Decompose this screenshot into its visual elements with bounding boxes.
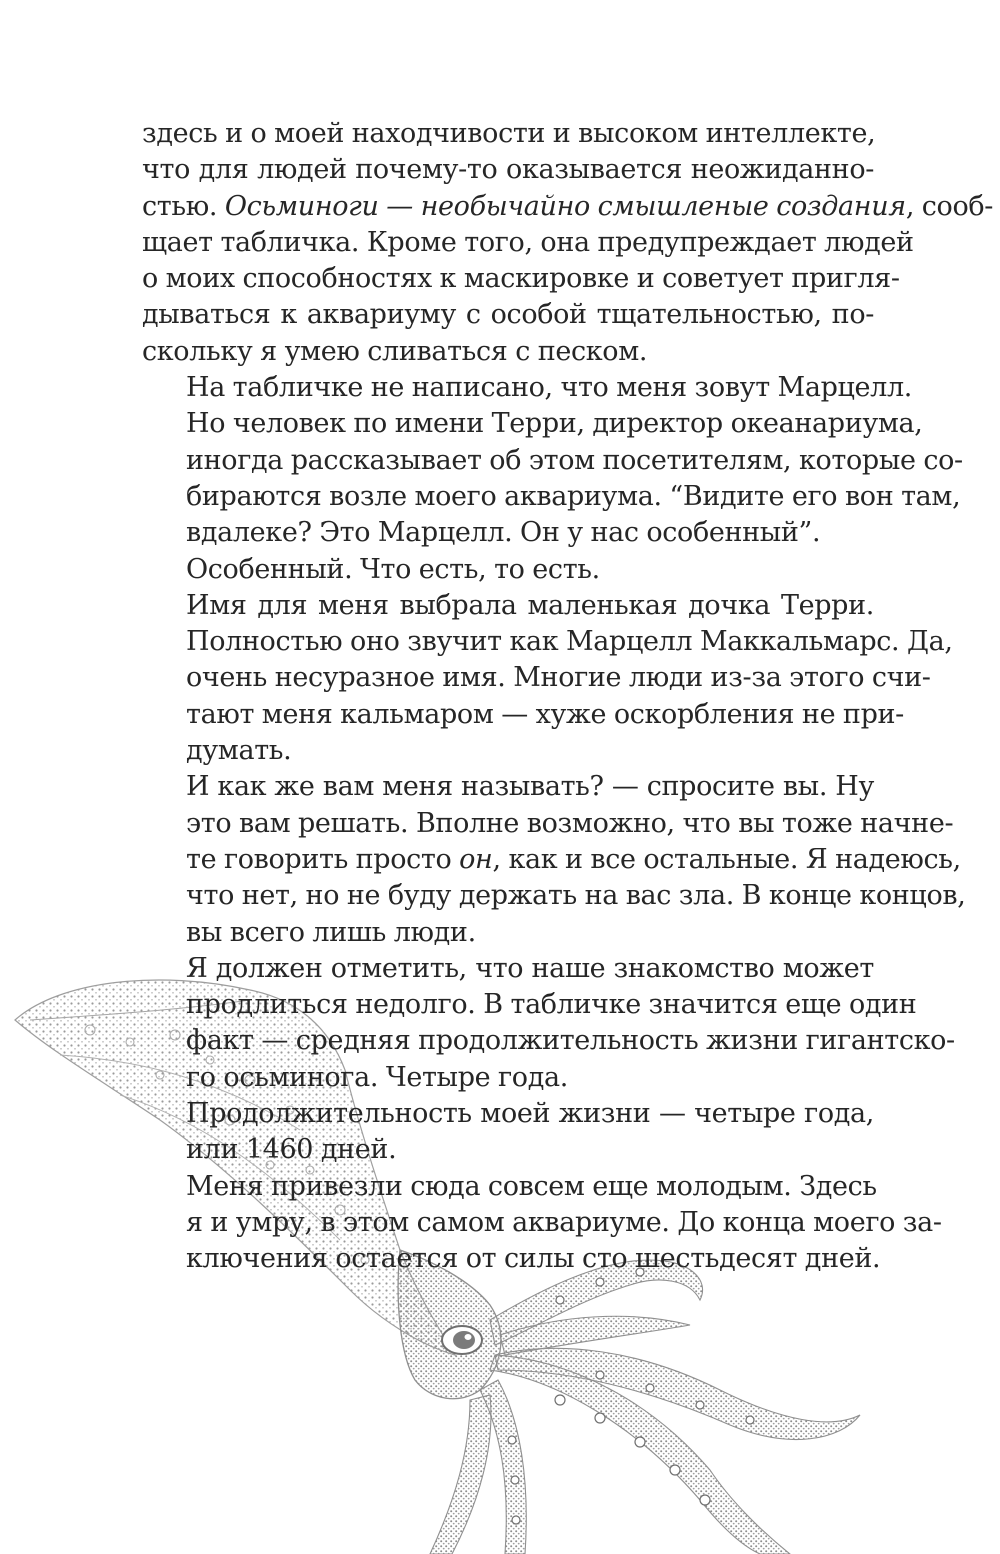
- text-segment: я и умру, в этом самом аквариуме. До конца моего за-: [186, 1206, 942, 1238]
- text-segment: стью.: [142, 190, 225, 222]
- text-segment: думать.: [186, 735, 292, 767]
- text-line: [142, 588, 874, 624]
- text-segment: иногда рассказывает об этом посетителям, которые со-: [186, 444, 963, 476]
- text-segment: о моих способностях к маскировке и советует пригля-: [142, 263, 900, 295]
- text-line: [142, 697, 904, 733]
- text-segment: что для людей почему-то оказывается неожиданно-: [142, 154, 874, 186]
- text-line: [142, 1241, 881, 1277]
- paragraph: [142, 588, 953, 769]
- text-line: [142, 769, 874, 805]
- text-segment: , как и все остальные. Я надеюсь,: [492, 843, 961, 875]
- text-segment: го осьминога. Четыре года.: [186, 1061, 568, 1093]
- text-line: [142, 842, 961, 878]
- paragraph: [142, 769, 966, 950]
- text-line: [142, 152, 874, 188]
- text-line: [142, 806, 954, 842]
- text-segment: ключения остается от силы сто шестьдесят дней.: [186, 1243, 881, 1275]
- text-line: [142, 951, 874, 987]
- italic-text: Осьминоги — необычайно смышленые создания: [224, 190, 906, 222]
- text-segment: скольку я умею сливаться с песком.: [142, 335, 648, 367]
- text-segment: дываться к аквариуму с особой тщательностью, по-: [142, 299, 874, 331]
- text-line: [142, 624, 953, 660]
- text-line: [142, 1023, 955, 1059]
- text-segment: Особенный. Что есть, то есть.: [186, 553, 600, 585]
- text-line: [142, 1205, 942, 1241]
- text-line: [142, 987, 917, 1023]
- text-line: [142, 733, 874, 769]
- text-segment: Но человек по имени Терри, директор океанариума,: [186, 408, 923, 440]
- paragraph: [142, 370, 963, 551]
- text-line: [142, 1060, 874, 1096]
- text-segment: очень несуразное имя. Многие люди из-за этого счи-: [186, 662, 931, 694]
- italic-text: он: [459, 843, 493, 875]
- text-segment: тают меня кальмаром — хуже оскорбления не при-: [186, 698, 904, 730]
- text-segment: Я должен отметить, что наше знакомство может: [186, 952, 874, 984]
- paragraph: [142, 1096, 874, 1169]
- text-line: [142, 479, 961, 515]
- text-segment: что нет, но не буду держать на вас зла. В конце концов,: [186, 880, 966, 912]
- text-line: [142, 116, 874, 152]
- text-segment: Полностью оно звучит как Марцелл Маккальмарс. Да,: [186, 626, 953, 658]
- text-line: [142, 370, 912, 406]
- text-line: [142, 915, 874, 951]
- text-segment: бираются возле моего аквариума. “Видите его вон там,: [186, 480, 961, 512]
- text-line: [142, 660, 931, 696]
- text-line: [142, 297, 874, 333]
- text-line: [142, 1132, 874, 1168]
- text-segment: , сооб-: [905, 190, 994, 222]
- text-segment: продлиться недолго. В табличке значится еще один: [186, 989, 917, 1021]
- text-segment: И как же вам меня называть? — спросите вы. Ну: [186, 771, 874, 803]
- text-line: [142, 515, 874, 551]
- text-line: [142, 406, 923, 442]
- text-segment: щает табличка. Кроме того, она предупреждает людей: [142, 226, 914, 258]
- text-segment: те говорить просто: [186, 843, 460, 875]
- text-segment: здесь и о моей находчивости и высоком интеллекте,: [142, 118, 876, 149]
- text-segment: Имя для меня выбрала маленькая дочка Терри.: [186, 589, 874, 621]
- text-segment: факт — средняя продолжительность жизни гигантско-: [186, 1025, 955, 1057]
- text-line: [142, 225, 914, 261]
- text-line: [142, 261, 900, 297]
- text-line: [142, 1169, 877, 1205]
- paragraph: [142, 552, 874, 588]
- text-line: [142, 552, 874, 588]
- text-segment: это вам решать. Вполне возможно, что вы тоже начне-: [186, 807, 954, 839]
- text-line: [142, 443, 963, 479]
- text-segment: Меня привезли сюда совсем еще молодым. Здесь: [186, 1170, 877, 1202]
- text-line: [142, 878, 966, 914]
- paragraph: [142, 1169, 942, 1278]
- text-line: [142, 1096, 874, 1132]
- text-segment: вы всего лишь люди.: [186, 916, 476, 948]
- squid-tentacles: [430, 1260, 860, 1554]
- text-segment: вдалеке? Это Марцелл. Он у нас особенный”.: [186, 517, 821, 549]
- paragraph: [142, 116, 994, 370]
- text-segment: или 1460 дней.: [186, 1134, 397, 1166]
- text-segment: На табличке не написано, что меня зовут Марцелл.: [186, 372, 912, 404]
- text-segment: Продолжительность моей жизни — четыре года,: [186, 1098, 874, 1130]
- text-line: [142, 334, 874, 370]
- body-text: [142, 116, 994, 1278]
- paragraph: [142, 951, 955, 1096]
- text-line: [142, 189, 994, 225]
